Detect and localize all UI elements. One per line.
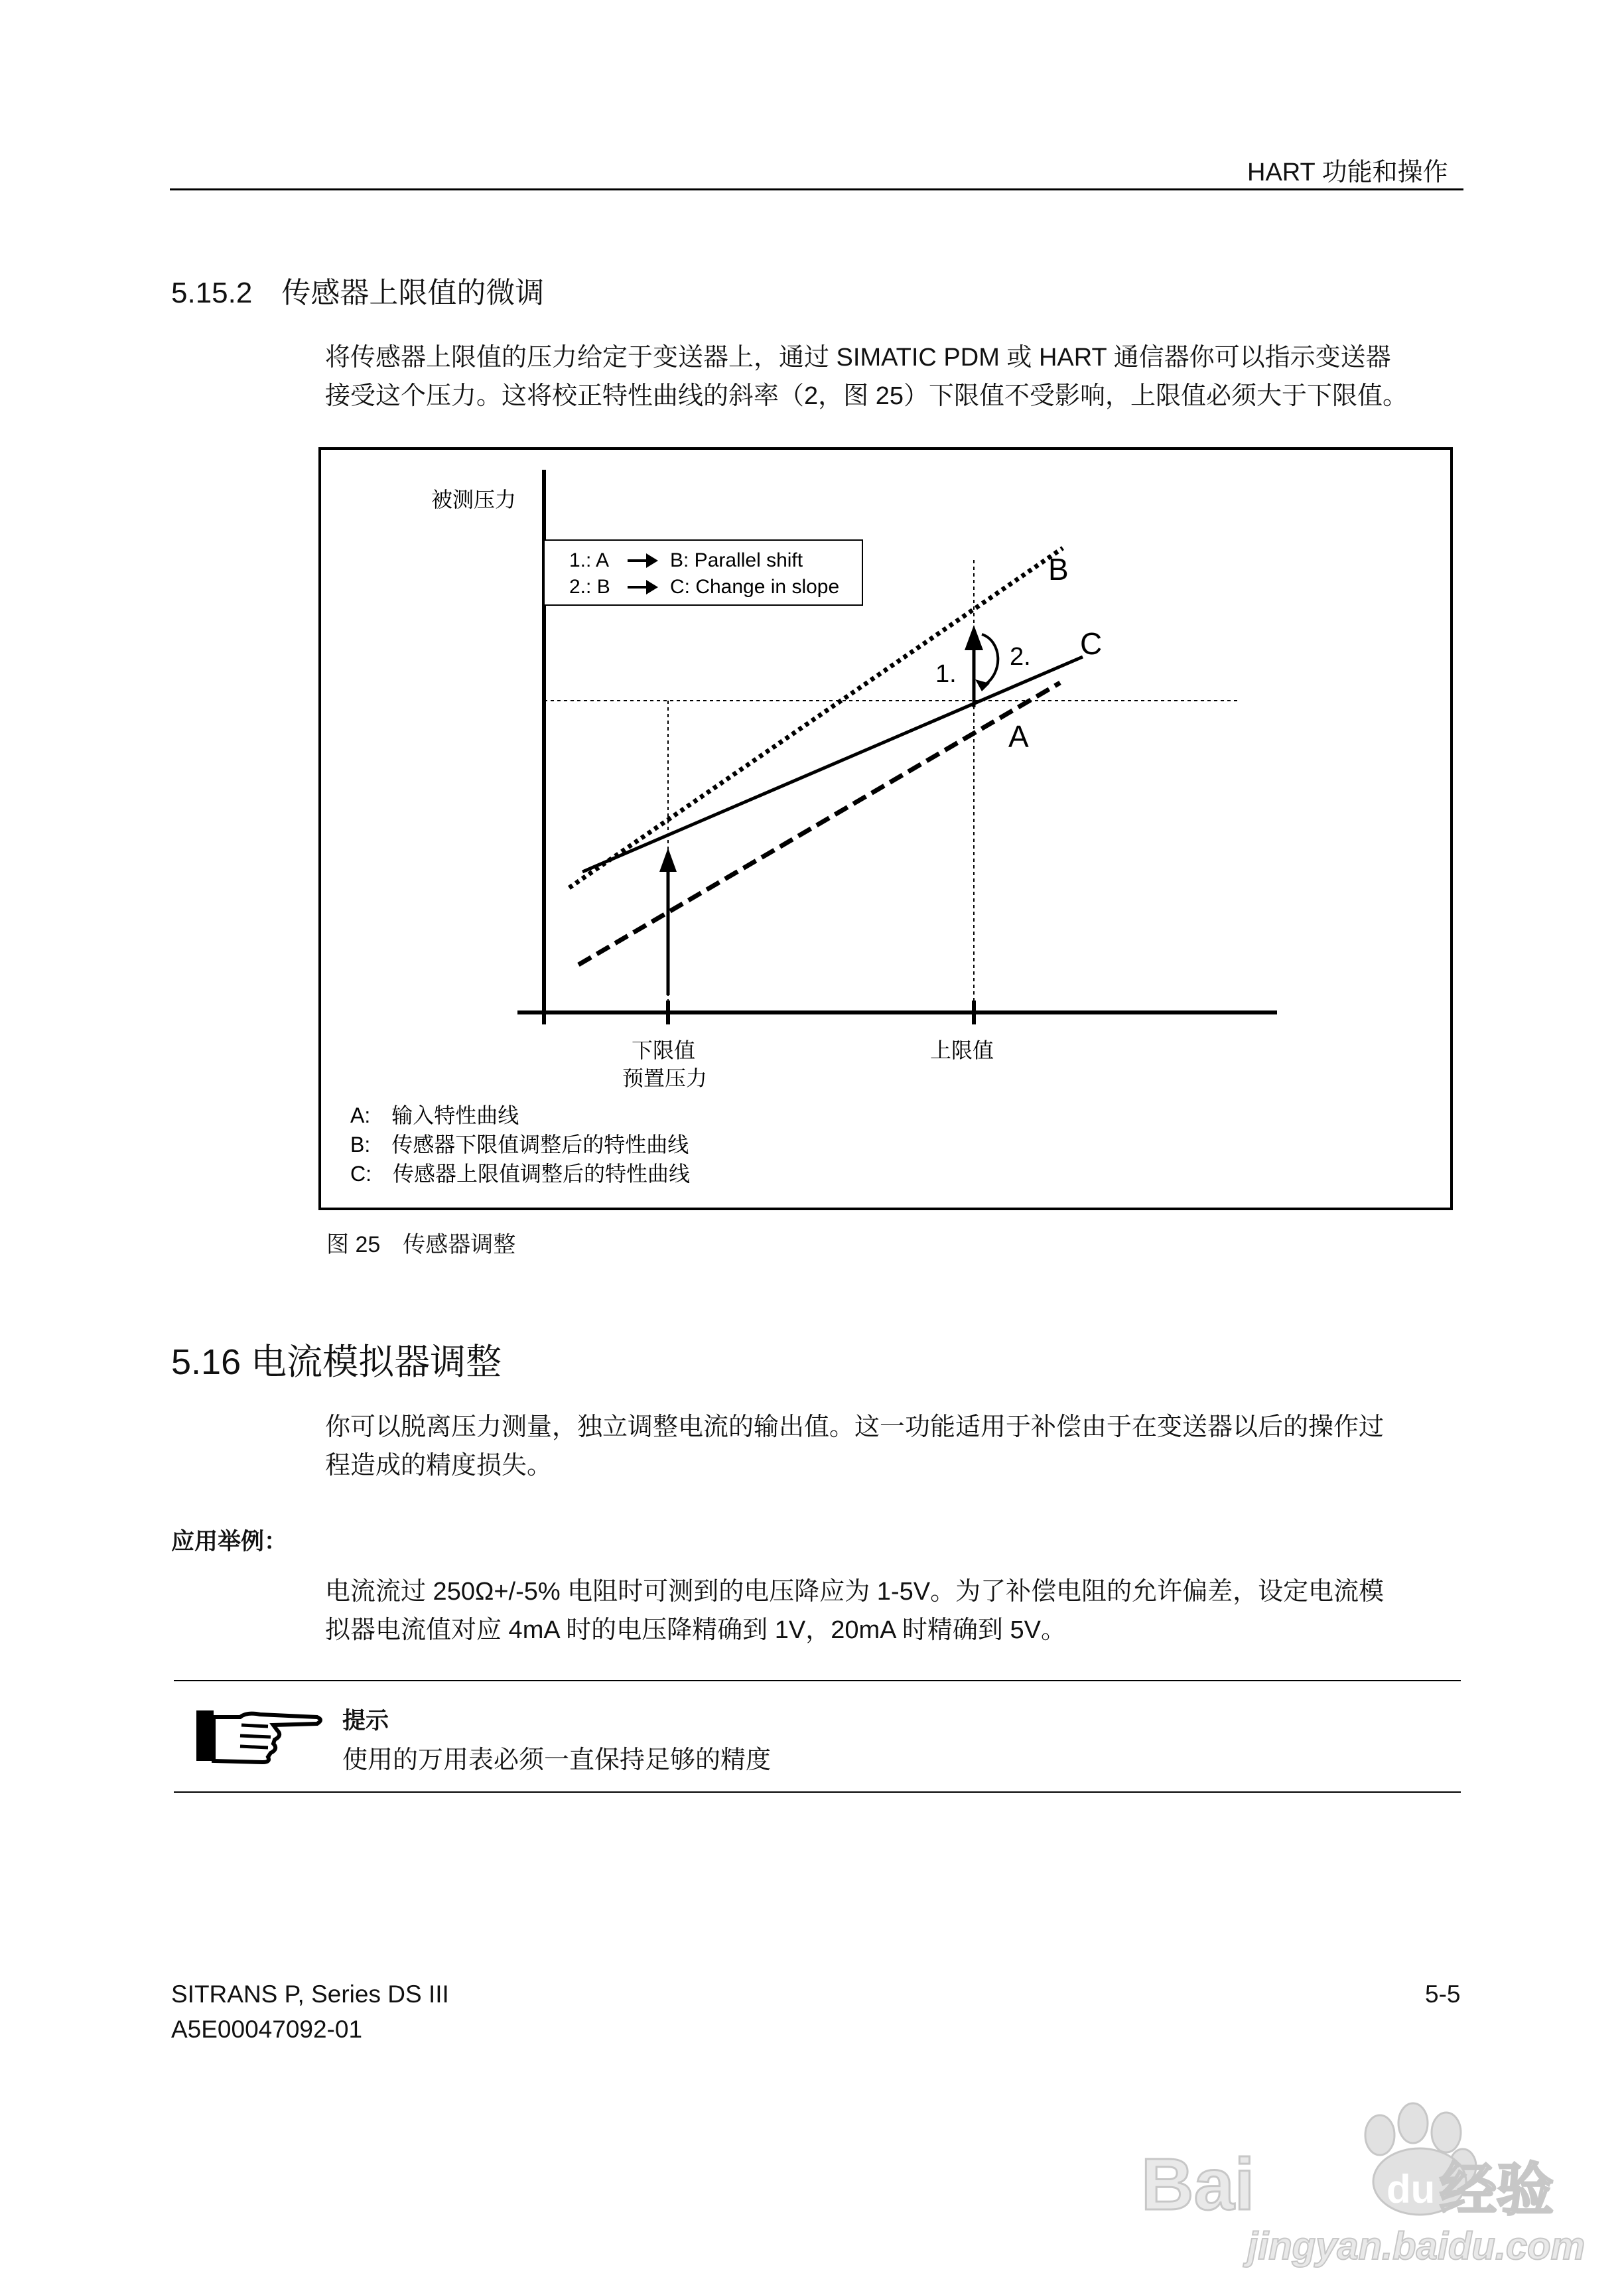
running-header: HART 功能和操作 — [1247, 159, 1448, 186]
paragraph-line: 接受这个压力。这将校正特性曲线的斜率（2，图 25）下限值不受影响，上限值必须大于下限值。 — [325, 382, 1408, 410]
key-b: B: 传感器下限值调整后的特性曲线 — [350, 1133, 689, 1156]
line-c-label: C — [1080, 626, 1103, 661]
section-heading-5-16: 5.16 电流模拟器调整 — [171, 1342, 502, 1382]
line-a-label: A — [1008, 719, 1029, 754]
header-rule — [170, 188, 1463, 190]
figure-caption: 图 25 传感器调整 — [326, 1232, 516, 1257]
legend-line1-from: 1.: A — [569, 549, 610, 571]
note-title: 提示 — [342, 1708, 389, 1734]
key-c: C: 传感器上限值调整后的特性曲线 — [350, 1162, 691, 1186]
section-5-16-paragraph — [325, 1408, 1384, 1485]
x-tick-lower-label: 下限值 — [632, 1038, 696, 1062]
section-heading-5-15-2: 5.15.2 传感器上限值的微调 — [171, 277, 545, 309]
key-a: A: 输入特性曲线 — [350, 1103, 519, 1127]
note-top-rule — [174, 1680, 1461, 1681]
watermark-brand-cn: 经验 — [1440, 2158, 1554, 2222]
example-label: 应用举例： — [171, 1529, 288, 1555]
watermark-brand: Bai — [1141, 2144, 1255, 2225]
note-bottom-rule — [174, 1791, 1461, 1793]
figure-25 — [318, 447, 1453, 1210]
watermark-brand-du: du — [1387, 2167, 1436, 2211]
footer-product: SITRANS P, Series DS III — [171, 1981, 449, 2008]
y-axis-label: 被测压力 — [431, 488, 517, 512]
paragraph-line: 你可以脱离压力测量，独立调整电流的输出值。这一功能适用于补偿由于在变送器以后的操作过 — [325, 1413, 1385, 1441]
step-1-label: 1. — [935, 660, 957, 688]
paragraph-line: 电流流过 250Ω+/-5% 电阻时可测到的电压降应为 1-5V。为了补偿电阻的允许偏差，设定电流模 — [325, 1578, 1385, 1606]
legend-line1-to: B: Parallel shift — [670, 549, 803, 571]
figure-frame — [320, 449, 1452, 1209]
footer-doc-number: A5E00047092-01 — [171, 2016, 363, 2043]
watermark-url: jingyan.baidu.com — [1247, 2225, 1586, 2268]
pointing-hand-icon — [194, 1703, 326, 1769]
example-paragraph — [325, 1572, 1384, 1649]
line-b-label: B — [1048, 552, 1069, 587]
x-tick-upper-label: 上限值 — [930, 1038, 994, 1062]
baidu-watermark — [1128, 2103, 1586, 2269]
note-text: 使用的万用表必须一直保持足够的精度 — [342, 1746, 772, 1774]
footer-page-number: 5-5 — [1425, 1981, 1461, 2008]
section-5-15-2-paragraph — [325, 338, 1408, 415]
legend-line2-to: C: Change in slope — [670, 576, 840, 598]
legend-line2-from: 2.: B — [569, 576, 610, 598]
paragraph-line: 程造成的精度损失。 — [325, 1452, 553, 1480]
paragraph-line: 拟器电流值对应 4mA 时的电压降精确到 1V，20mA 时精确到 5V。 — [325, 1616, 1066, 1644]
step-2-label: 2. — [1010, 643, 1031, 671]
paragraph-line: 将传感器上限值的压力给定于变送器上，通过 SIMATIC PDM 或 HART 通信器你可以指示变送器 — [325, 344, 1391, 372]
x-tick-lower-sublabel: 预置压力 — [622, 1066, 708, 1090]
